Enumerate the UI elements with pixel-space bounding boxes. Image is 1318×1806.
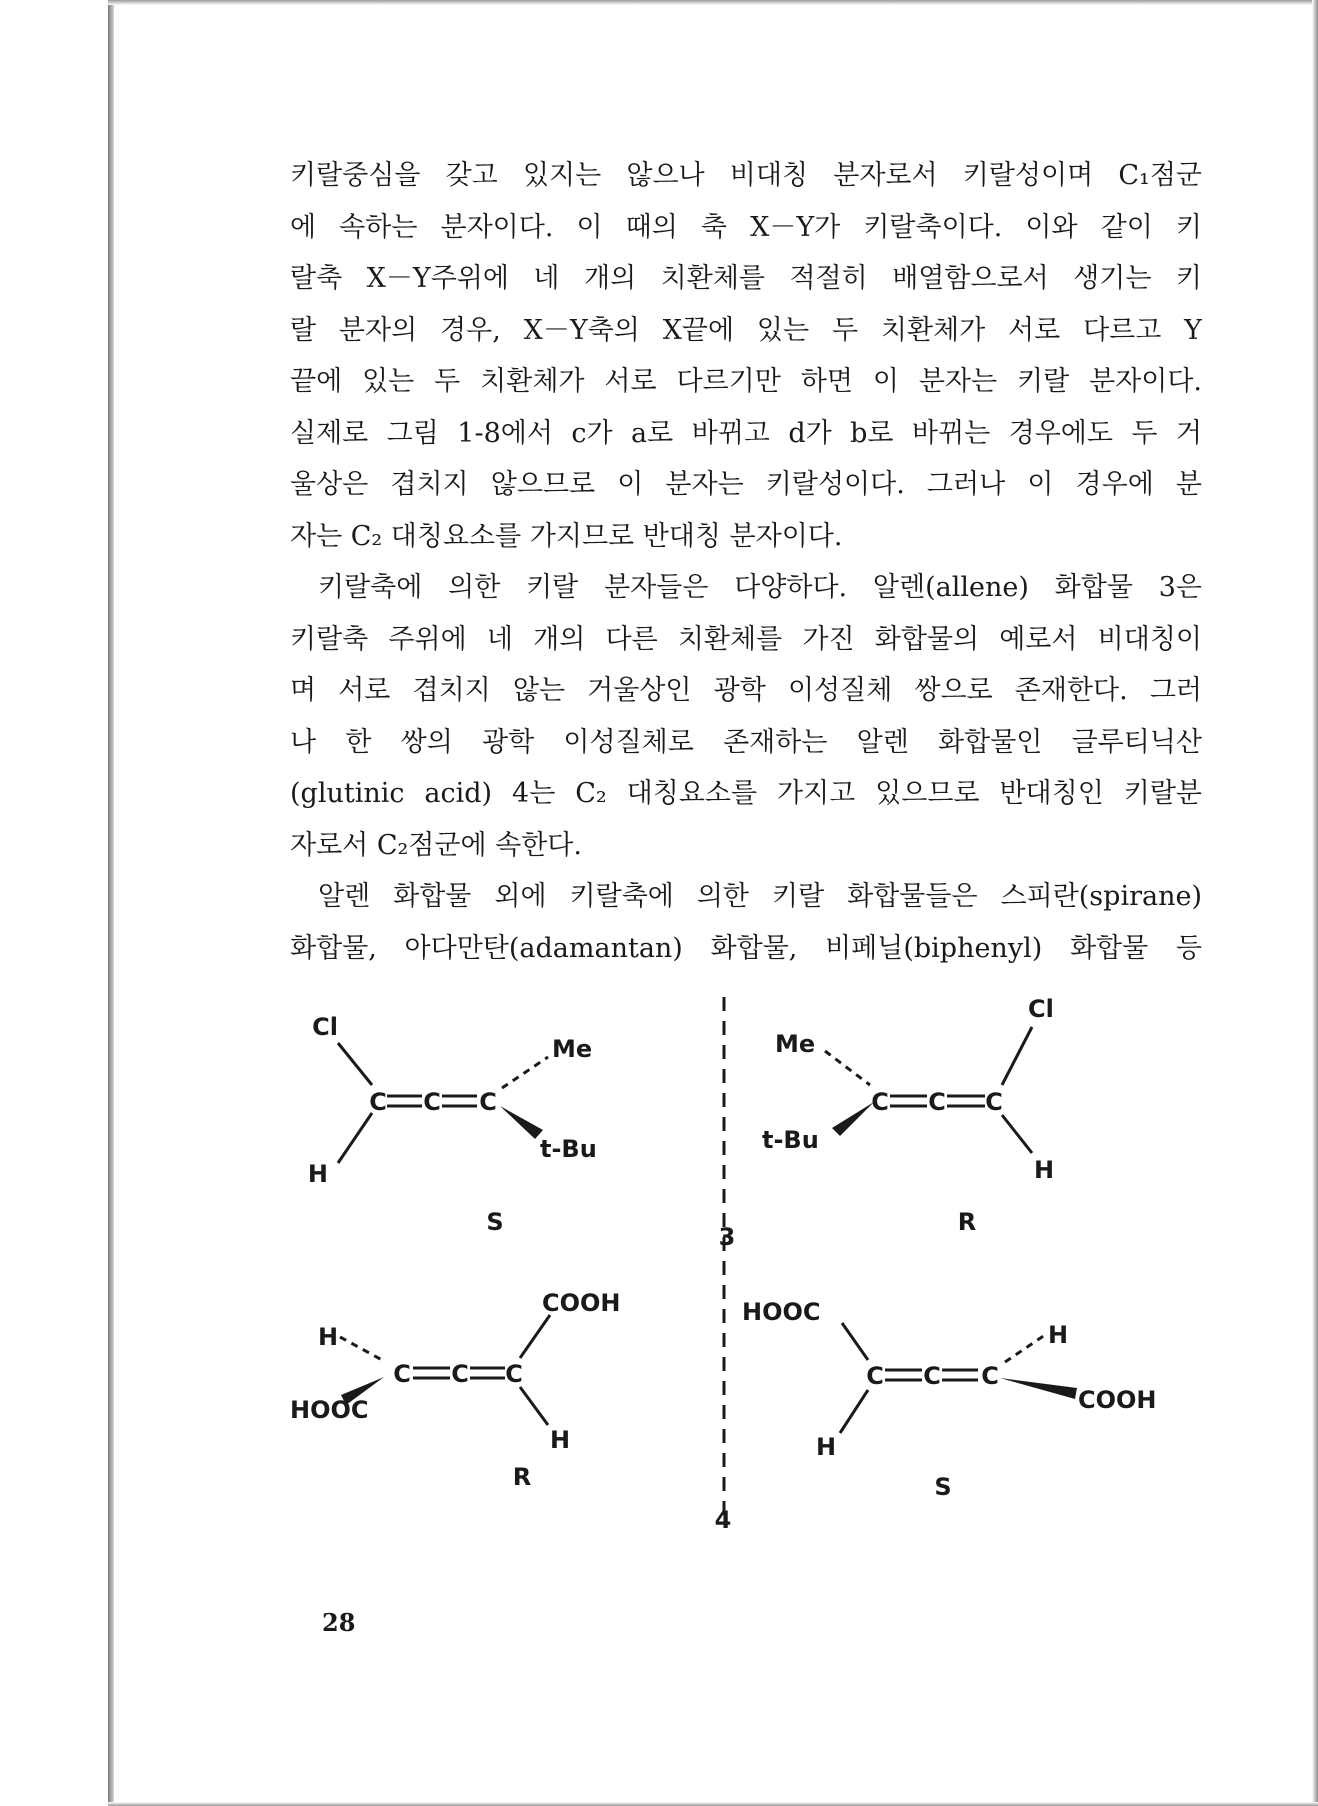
compound-number: 3 <box>718 1223 736 1251</box>
atom-label: HOOC <box>290 1396 369 1424</box>
bond <box>840 1390 868 1433</box>
atom-label: H <box>550 1426 571 1454</box>
atom-label: Cl <box>312 1013 338 1041</box>
atom-label: C <box>505 1360 523 1388</box>
configuration-label: R <box>957 1208 977 1236</box>
page-edge-bottom <box>108 1802 1318 1806</box>
text-line: 키랄중심을 갖고 있지는 않으나 비대칭 분자로서 키랄성이며 C₁점군 <box>290 160 1202 191</box>
atom-label: C <box>393 1360 411 1388</box>
compound-4-s-structure <box>742 1298 1157 1501</box>
text-line: 나 한 쌍의 광학 이성질체로 존재하는 알렌 화합물인 글루티닉산 <box>290 726 1202 758</box>
atom-label: C <box>928 1088 946 1116</box>
bond <box>520 1387 548 1425</box>
text-line: 랄 분자의 경우, X－Y축의 X끝에 있는 두 치환체가 서로 다르고 Y <box>290 314 1202 346</box>
atom-label: C <box>451 1360 469 1388</box>
bond <box>1002 1115 1032 1153</box>
configuration-label: S <box>934 1473 952 1501</box>
bond <box>842 1323 868 1360</box>
bond <box>1002 1027 1032 1085</box>
text-line: 울상은 겹치지 않으므로 이 분자는 키랄성이다. 그러나 이 경우에 분 <box>290 469 1202 500</box>
compound-3-s-structure <box>308 1013 597 1236</box>
body-text <box>290 150 1202 974</box>
atom-label: H <box>1048 1321 1069 1349</box>
text-line: 알렌 화합물 외에 키랄축에 의한 키랄 화합물들은 스피란(spirane) <box>318 881 1202 912</box>
atom-label: Cl <box>1028 995 1054 1023</box>
atom-label: C <box>923 1362 941 1390</box>
wedge-bond <box>1000 1378 1077 1399</box>
atom-label: H <box>307 1160 328 1188</box>
compound-3-r-structure <box>762 995 1054 1236</box>
atom-label: C <box>985 1088 1003 1116</box>
atom-label: H <box>1034 1156 1055 1184</box>
configuration-label: R <box>512 1463 532 1491</box>
compound-number: 4 <box>714 1506 732 1534</box>
text-line: 자로서 C₂점군에 속한다. <box>290 829 582 861</box>
atom-label: H <box>318 1323 339 1351</box>
text-line: 에 속하는 분자이다. 이 때의 축 X－Y가 키랄축이다. 이와 같이 키 <box>290 211 1202 243</box>
text-line: (glutinic acid) 4는 C₂ 대칭요소를 가지고 있으므로 반대칭인 키랄분 <box>290 778 1202 809</box>
wedge-bond <box>832 1102 874 1136</box>
page-binding-shadow <box>108 0 114 1806</box>
configuration-label: S <box>486 1208 504 1236</box>
text-line: 실제로 그림 1-8에서 c가 a로 바뀌고 d가 b로 바뀌는 경우에도 두 거 <box>290 417 1202 449</box>
text-line: 자는 C₂ 대칭요소를 가지므로 반대칭 분자이다. <box>290 520 843 552</box>
page-number: 28 <box>322 1608 356 1637</box>
dashed-bond <box>1005 1335 1045 1362</box>
atom-label: t-Bu <box>540 1135 597 1163</box>
atom-label: C <box>866 1362 884 1390</box>
atom-label: H <box>816 1433 837 1461</box>
atom-label: Me <box>552 1035 593 1063</box>
text-line: 키랄축에 의한 키랄 분자들은 다양하다. 알렌(allene) 화합물 3은 <box>318 572 1202 603</box>
atom-label: Me <box>775 1030 816 1058</box>
atom-label: COOH <box>1078 1386 1157 1414</box>
wedge-bond <box>500 1106 543 1139</box>
text-line: 키랄축 주위에 네 개의 다른 치환체를 가진 화합물의 예로서 비대칭이 <box>290 623 1202 655</box>
bond <box>338 1043 372 1085</box>
page-edge-right <box>1312 0 1318 1806</box>
atom-label: C <box>479 1088 497 1116</box>
dashed-bond <box>825 1051 870 1085</box>
atom-label: C <box>369 1088 387 1116</box>
text-line: 끝에 있는 두 치환체가 서로 다르기만 하면 이 분자는 키랄 분자이다. <box>290 366 1202 397</box>
atom-label: C <box>423 1088 441 1116</box>
text-line: 며 서로 겹치지 않는 거울상인 광학 이성질체 쌍으로 존재한다. 그러 <box>290 675 1202 706</box>
dashed-bond <box>502 1057 548 1088</box>
atom-label: C <box>871 1088 889 1116</box>
text-line: 화합물, 아다만탄(adamantan) 화합물, 비페닐(biphenyl) 화합물 등 <box>290 932 1202 964</box>
atom-label: HOOC <box>742 1298 821 1326</box>
atom-label: C <box>981 1362 999 1390</box>
bond <box>520 1315 550 1358</box>
page-edge-top <box>108 0 1318 5</box>
bond <box>338 1113 372 1163</box>
atom-label: t-Bu <box>762 1126 819 1154</box>
text-line: 랄축 X－Y주위에 네 개의 치환체를 적절히 배열함으로서 생기는 키 <box>290 263 1202 294</box>
compound-4-r-structure <box>290 1289 621 1491</box>
dashed-bond <box>340 1337 382 1360</box>
atom-label: COOH <box>542 1289 621 1317</box>
allene-enantiomers-figure <box>280 985 1220 1545</box>
